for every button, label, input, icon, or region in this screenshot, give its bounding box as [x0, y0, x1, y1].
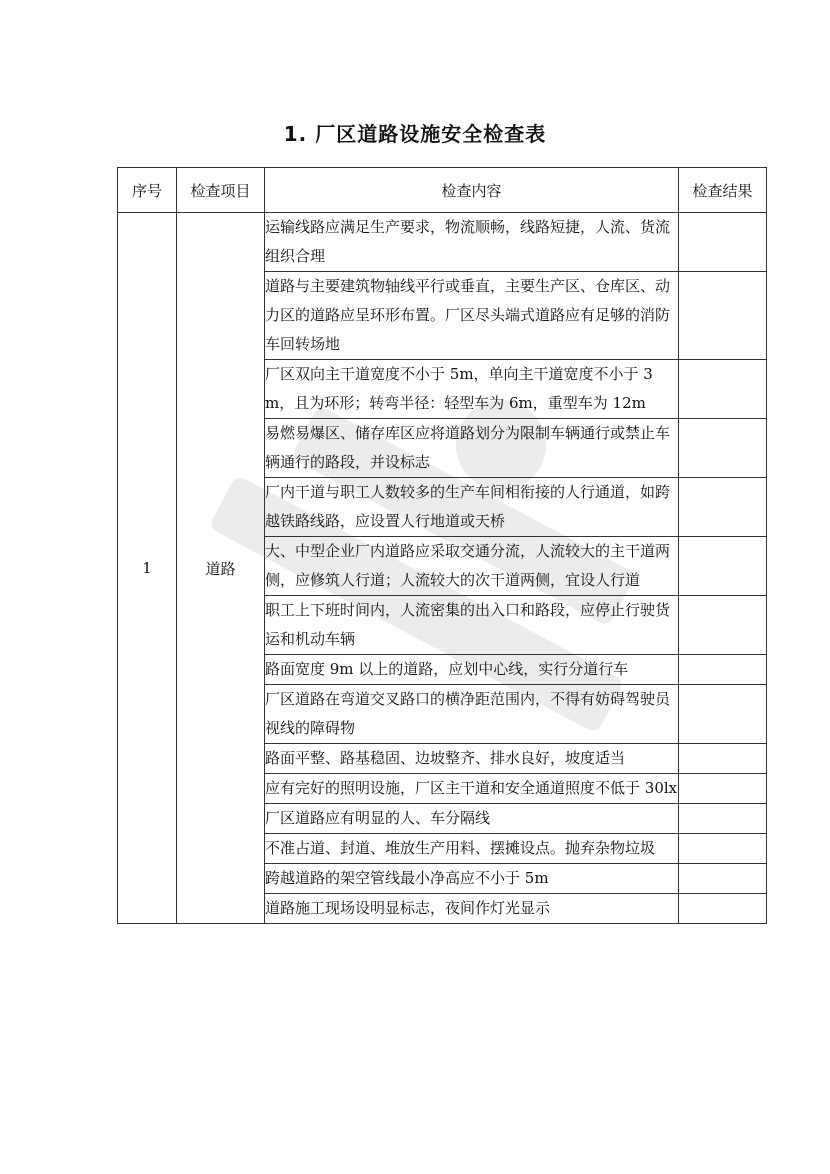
result-cell[interactable] — [679, 894, 767, 924]
result-cell[interactable] — [679, 834, 767, 864]
result-cell[interactable] — [679, 419, 767, 478]
result-cell[interactable] — [679, 360, 767, 419]
content-cell: 运输线路应满足生产要求，物流顺畅，线路短捷，人流、货流组织合理 — [265, 213, 679, 272]
seq-cell: 1 — [118, 213, 177, 924]
result-cell[interactable] — [679, 655, 767, 685]
content-cell: 应有完好的照明设施，厂区主干道和安全通道照度不低于 30lx — [265, 774, 679, 804]
result-cell[interactable] — [679, 478, 767, 537]
result-cell[interactable] — [679, 744, 767, 774]
result-cell[interactable] — [679, 596, 767, 655]
table-row — [118, 213, 767, 272]
result-cell[interactable] — [679, 537, 767, 596]
content-cell: 职工上下班时间内，人流密集的出入口和路段，应停止行驶货运和机动车辆 — [265, 596, 679, 655]
table-header-row — [118, 168, 767, 213]
content-cell: 厂内干道与职工人数较多的生产车间相衔接的人行通道，如跨越铁路线路，应设置人行地道或天桥 — [265, 478, 679, 537]
header-item: 检查项目 — [177, 168, 265, 213]
inspection-table — [117, 167, 767, 924]
content-cell: 跨越道路的架空管线最小净高应不小于 5m — [265, 864, 679, 894]
header-seq: 序号 — [118, 168, 177, 213]
content-cell: 路面宽度 9m 以上的道路，应划中心线，实行分道行车 — [265, 655, 679, 685]
content-cell: 路面平整、路基稳固、边坡整齐、排水良好，坡度适当 — [265, 744, 679, 774]
header-content: 检查内容 — [265, 168, 679, 213]
header-result: 检查结果 — [679, 168, 767, 213]
result-cell[interactable] — [679, 272, 767, 360]
content-cell: 不准占道、封道、堆放生产用料、摆摊设点。抛弃杂物垃圾 — [265, 834, 679, 864]
content-cell: 厂区双向主干道宽度不小于 5m，单向主干道宽度不小于 3m，且为环形；转弯半径：轻型车为 6m，重型车为 12m — [265, 360, 679, 419]
result-cell[interactable] — [679, 213, 767, 272]
result-cell[interactable] — [679, 804, 767, 834]
content-cell: 厂区道路在弯道交叉路口的横净距范围内，不得有妨碍驾驶员视线的障碍物 — [265, 685, 679, 744]
content-cell: 大、中型企业厂内道路应采取交通分流，人流较大的主干道两侧，应修筑人行道；人流较大的次干道两侧，宜设人行道 — [265, 537, 679, 596]
content-cell: 道路施工现场设明显标志，夜间作灯光显示 — [265, 894, 679, 924]
content-cell: 易燃易爆区、储存库区应将道路划分为限制车辆通行或禁止车辆通行的路段，并设标志 — [265, 419, 679, 478]
content-cell: 道路与主要建筑物轴线平行或垂直，主要生产区、仓库区、动力区的道路应呈环形布置。厂区尽头端式道路应有足够的消防车回转场地 — [265, 272, 679, 360]
result-cell[interactable] — [679, 864, 767, 894]
result-cell[interactable] — [679, 774, 767, 804]
item-cell: 道路 — [177, 213, 265, 924]
result-cell[interactable] — [679, 685, 767, 744]
content-cell: 厂区道路应有明显的人、车分隔线 — [265, 804, 679, 834]
page-title: 1. 厂区道路设施安全检查表 — [283, 122, 547, 146]
